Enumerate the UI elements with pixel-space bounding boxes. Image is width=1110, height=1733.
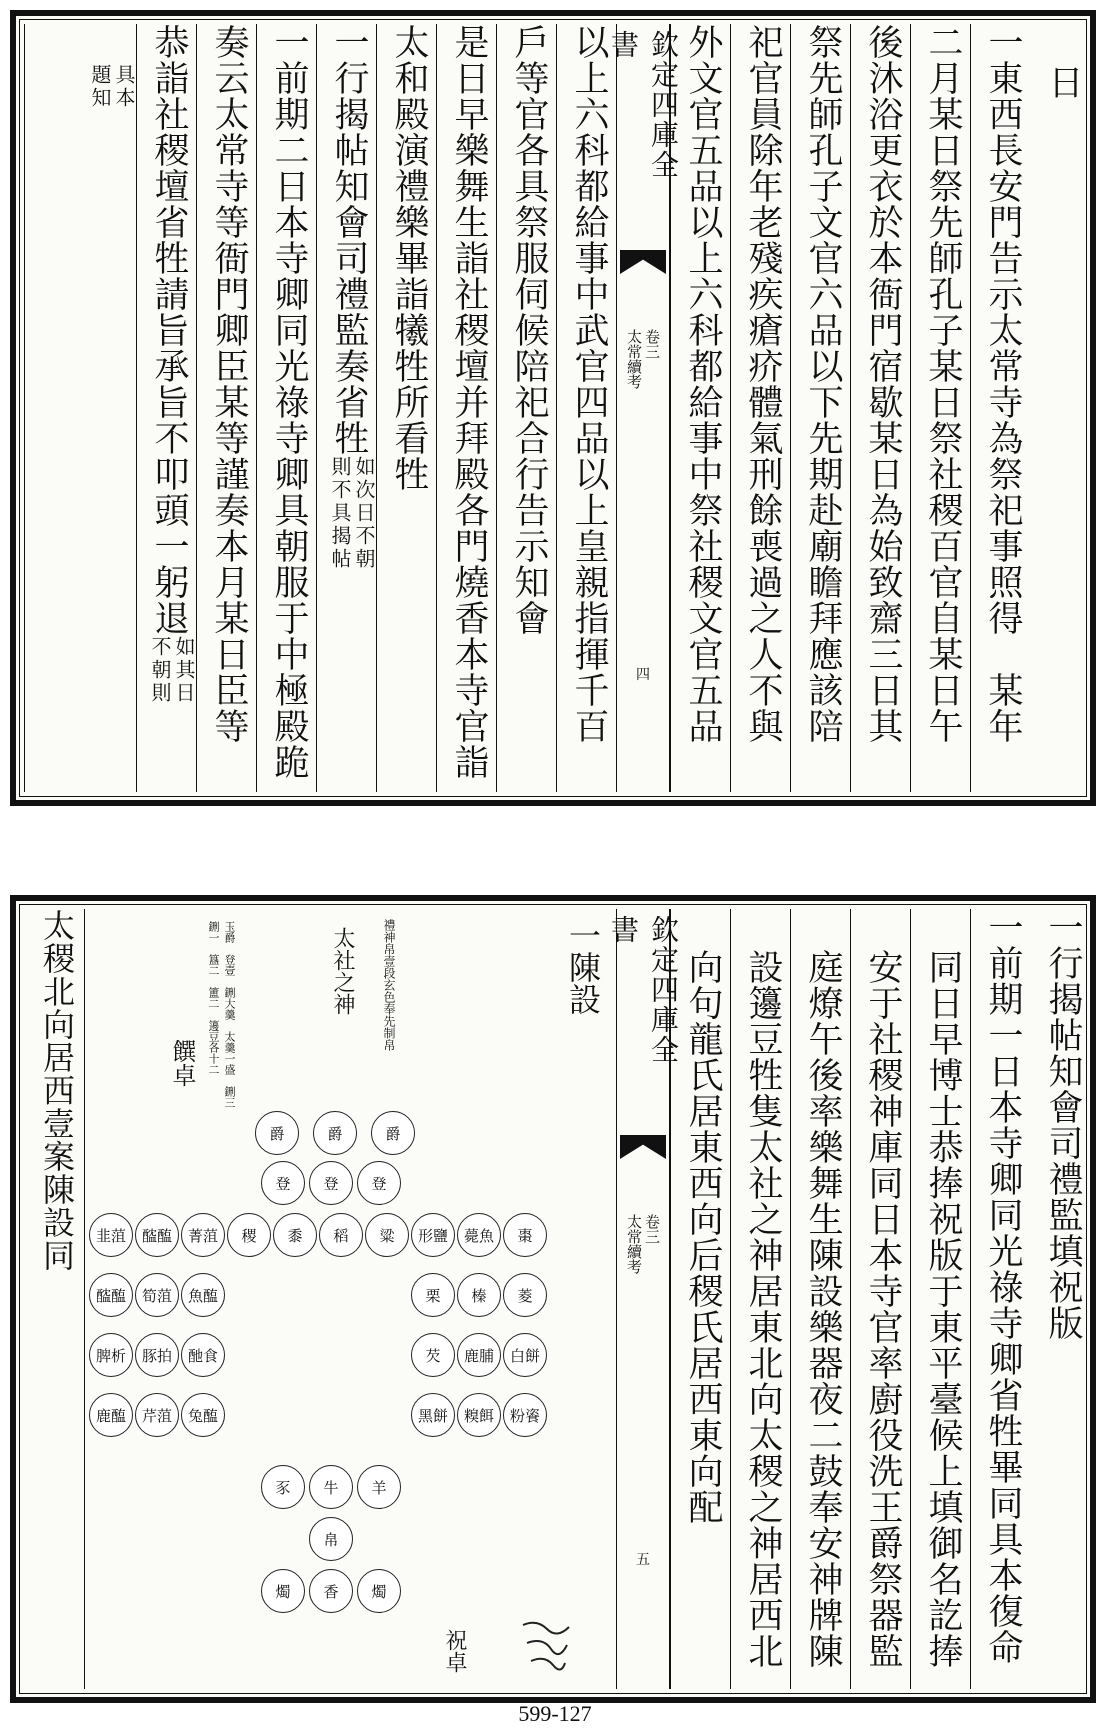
text-column: 奏云太常寺等衙門卿臣某等謹奏本月某日臣等 bbox=[196, 24, 256, 792]
bian-dish-icon: 鹿脯 bbox=[457, 1333, 501, 1377]
spine-subtitle: 太常續考 bbox=[625, 329, 643, 389]
note-line: 具本 bbox=[112, 64, 136, 110]
candle-icon: 燭 bbox=[357, 1569, 401, 1613]
page-upper bbox=[10, 10, 1096, 806]
jue-cup-icon: 爵 bbox=[255, 1111, 299, 1155]
dou-dish-icon: 醓醢 bbox=[89, 1273, 133, 1317]
deng-vessel-icon: 登 bbox=[357, 1161, 401, 1205]
grain-vessel-icon: 稷 bbox=[227, 1213, 271, 1257]
diagram-heading: 一陳設 bbox=[564, 919, 602, 1015]
dou-dish-icon: 魚醢 bbox=[181, 1273, 225, 1317]
text-column: 日 bbox=[1043, 64, 1083, 100]
text-column: 後沐浴更衣於本衙門宿歇某日為始致齋三日其 bbox=[850, 24, 910, 792]
bian-dish-icon: 糗餌 bbox=[457, 1393, 501, 1437]
sheep-offering-icon: 羊 bbox=[357, 1465, 401, 1509]
diagram-note: 玉爵 登壹 鉶大羹 太羹一盛 鉶三 bbox=[223, 921, 236, 1108]
text-column: 太和殿演禮樂畢詣犧牲所看牲 bbox=[376, 24, 436, 792]
text-column: 一東西長安門告示太常寺為祭祀事照得 某年 bbox=[970, 24, 1030, 792]
dou-dish-icon: 醓醢 bbox=[135, 1213, 179, 1257]
bian-dish-icon: 粉餈 bbox=[503, 1393, 547, 1437]
dou-dish-icon: 韭菹 bbox=[89, 1213, 133, 1257]
ox-offering-icon: 牛 bbox=[309, 1465, 353, 1509]
spine-volume: 卷三 bbox=[643, 1214, 661, 1244]
bian-dish-icon: 黑餅 bbox=[411, 1393, 455, 1437]
library-seal-stamp bbox=[517, 1615, 575, 1675]
bian-dish-icon: 芡 bbox=[411, 1333, 455, 1377]
dou-dish-icon: 脾析 bbox=[89, 1333, 133, 1377]
bian-dish-icon: 栗 bbox=[411, 1273, 455, 1317]
bian-dish-icon: 棗 bbox=[503, 1213, 547, 1257]
dou-dish-icon: 豚拍 bbox=[135, 1333, 179, 1377]
dou-dish-icon: 筍菹 bbox=[135, 1273, 179, 1317]
note-line: 不朝則 bbox=[148, 636, 172, 705]
page-lower bbox=[10, 895, 1096, 1703]
page-spine bbox=[607, 24, 680, 792]
spine-volume: 卷三 bbox=[643, 329, 661, 359]
jue-cup-icon: 爵 bbox=[371, 1111, 415, 1155]
silk-offering-icon: 帛 bbox=[309, 1517, 353, 1561]
text-column: 一前期二日本寺卿同光祿寺卿具朝服于中極殿跪 bbox=[256, 24, 316, 792]
bian-dish-icon: 榛 bbox=[457, 1273, 501, 1317]
page-spine bbox=[607, 909, 680, 1689]
note-line: 如其日 bbox=[172, 636, 196, 705]
text-column: 以上六科都給事中武官四品以上皇親指揮千百 bbox=[556, 24, 616, 792]
bian-dish-icon: 白餅 bbox=[503, 1333, 547, 1377]
bian-dish-icon: 形鹽 bbox=[411, 1213, 455, 1257]
text-column: 是日早樂舞生詣社稷壇并拜殿各門燒香本寺官詣 bbox=[436, 24, 496, 792]
text-column-with-note: 一行揭帖知會司禮監奏省牲 如次日不朝 則不具揭帖 bbox=[316, 24, 376, 792]
altar-table-label: 祝卓 bbox=[442, 1629, 467, 1673]
text-column: 祭先師孔子文官六品以下先期赴廟瞻拜應該陪 bbox=[790, 24, 850, 792]
text-column: 設籩豆牲隻太社之神居東北向太稷之神居西北 bbox=[730, 909, 790, 1689]
pig-offering-icon: 豕 bbox=[261, 1465, 305, 1509]
page-number: 五 bbox=[636, 1552, 650, 1568]
text-column: 向句龍氏居東西向后稷氏居西東向配 bbox=[670, 909, 730, 1689]
dou-dish-icon: 酏食 bbox=[181, 1333, 225, 1377]
dou-dish-icon: 兔醢 bbox=[181, 1393, 225, 1437]
text-column: 二月某日祭先師孔子某日祭社稷百官自某日午 bbox=[910, 24, 970, 792]
text-column: 外文官五品以上六科都給事中祭社稷文官五品 bbox=[670, 24, 730, 792]
text-column-with-note: 恭詣社稷壇省牲請旨承旨不叩頭一躬退 如其日 不朝則 bbox=[136, 24, 196, 792]
candle-icon: 燭 bbox=[261, 1569, 305, 1613]
text-column-note bbox=[24, 24, 136, 792]
text-column: 庭燎午後率樂舞生陳設樂器夜二鼓奉安神牌陳 bbox=[790, 909, 850, 1689]
text-column: 一前期一日本寺卿同光祿寺卿省牲畢同具本復命 bbox=[970, 909, 1030, 1689]
altar-layout-diagram bbox=[84, 909, 617, 1689]
spine-subtitle: 太常續考 bbox=[625, 1214, 643, 1274]
grain-vessel-icon: 黍 bbox=[273, 1213, 317, 1257]
dou-dish-icon: 菁菹 bbox=[181, 1213, 225, 1257]
fish-tail-mark bbox=[620, 250, 666, 274]
dou-dish-icon: 鹿醢 bbox=[89, 1393, 133, 1437]
food-table-label: 饌卓 bbox=[168, 1039, 196, 1087]
page-caption: 599-127 bbox=[518, 1701, 592, 1726]
deng-vessel-icon: 登 bbox=[261, 1161, 305, 1205]
page-number: 四 bbox=[636, 667, 650, 683]
book-title: 欽定四庫全書 bbox=[607, 30, 680, 180]
grain-vessel-icon: 稻 bbox=[319, 1213, 363, 1257]
text-column: 安于社稷神庫同日本寺官率廚役洗王爵祭器監 bbox=[850, 909, 910, 1689]
note-line: 如次日不朝 bbox=[352, 456, 376, 571]
text-column: 祀官員除年老殘疾瘡疥體氣刑餘喪過之人不與 bbox=[730, 24, 790, 792]
incense-icon: 香 bbox=[309, 1569, 353, 1613]
jue-cup-icon: 爵 bbox=[313, 1111, 357, 1155]
fish-tail-mark bbox=[620, 1135, 666, 1159]
text-column: 一行揭帖知會司禮監填祝版 bbox=[1043, 909, 1083, 1341]
dou-dish-icon: 芹菹 bbox=[135, 1393, 179, 1437]
book-title: 欽定四庫全書 bbox=[607, 915, 680, 1065]
bian-dish-icon: 菱 bbox=[503, 1273, 547, 1317]
text-column: 同日早博士恭捧祝版于東平臺候上填御名訖捧 bbox=[910, 909, 970, 1689]
deng-vessel-icon: 登 bbox=[309, 1161, 353, 1205]
note-line: 則不具揭帖 bbox=[328, 456, 352, 571]
deity-label: 太社之神 bbox=[330, 927, 355, 1015]
text-column: 戶等官各具祭服伺候陪祀合行告示知會 bbox=[496, 24, 556, 792]
bian-dish-icon: 薨魚 bbox=[457, 1213, 501, 1257]
note-line: 題知 bbox=[88, 64, 112, 110]
diagram-note: 禮神帛壹段玄色奉先制帛 bbox=[382, 919, 396, 1051]
diagram-note: 鉶一 簋二 簠二 籩豆各十二 bbox=[207, 921, 220, 1075]
grain-vessel-icon: 粱 bbox=[365, 1213, 409, 1257]
text-column: 太稷北向居西壹案陳設同 bbox=[38, 909, 76, 1272]
